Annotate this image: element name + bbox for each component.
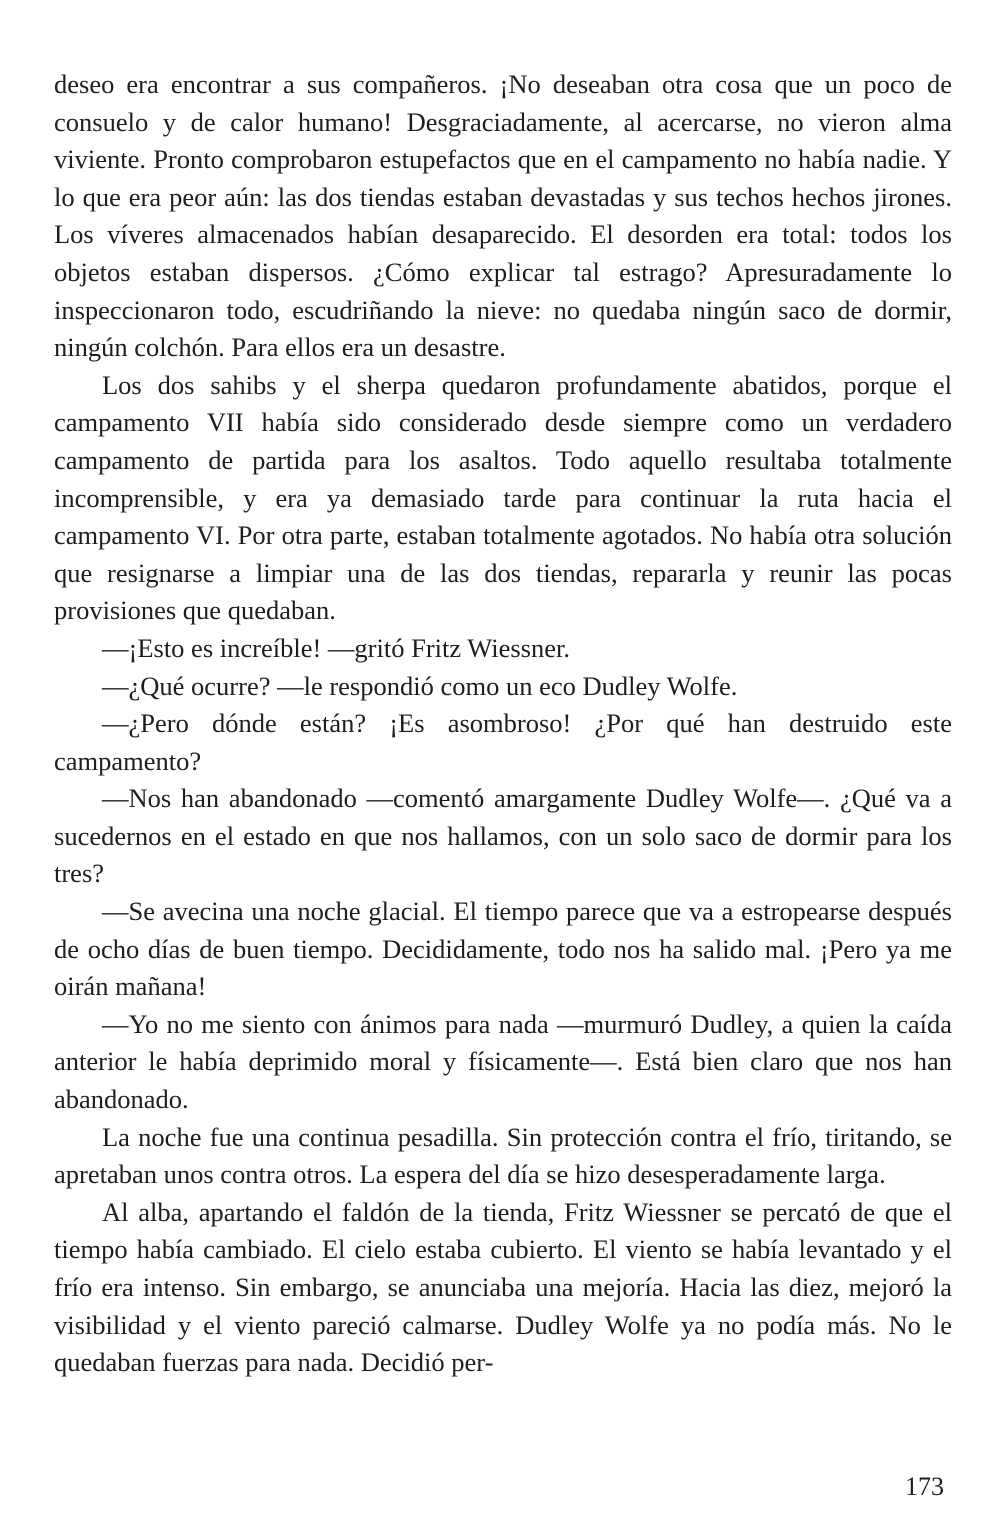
dialogue-1: —¡Esto es increíble! —gritó Fritz Wiessner. xyxy=(102,632,570,663)
dialogue-4: —Nos han abandonado —comentó amargamente Dudley Wolfe—. ¿Qué va a sucedernos en el estado en que nos hallamos, con un solo saco de dormir para los tres? xyxy=(54,783,952,889)
dialogue-2: —¿Qué ocurre? —le respondió como un eco Dudley Wolfe. xyxy=(102,670,738,701)
page-body xyxy=(54,66,952,1382)
paragraph-2: Los dos sahibs y el sherpa quedaron profundamente abatidos, porque el campamento VII había sido considerado desde siempre como un verdadero campamento de partida para los asaltos. Todo aquello resultaba totalmente incomprensible, y era ya demasiado tarde para continuar la ruta hacia el campamento VI. Por otra parte, estaban totalmente agotados. No había otra solución que resignarse a limpiar una de las dos tiendas, repararla y reunir las pocas provisiones que quedaban. xyxy=(54,369,952,626)
dialogue-6: —Yo no me siento con ánimos para nada —murmuró Dudley, a quien la caída anterior le había deprimido moral y físicamente—. Está bien claro que nos han abandonado. xyxy=(54,1008,952,1115)
paragraph-3: La noche fue una continua pesadilla. Sin protección contra el frío, tiritando, se apretaban unos contra otros. La espera del día se hizo desesperadamente larga. xyxy=(54,1121,952,1190)
paragraph-4: Al alba, apartando el faldón de la tienda, Fritz Wiessner se percató de que el tiempo había cambiado. El cielo estaba cubierto. El viento se había levantado y el frío era intenso. Sin embargo, se anunciaba una mejoría. Hacia las diez, mejoró la visibilidad y el viento pareció calmarse. Dudley Wolfe ya no podía más. No le quedaban fuerzas para nada. Decidió per- xyxy=(54,1196,952,1378)
dialogue-5: —Se avecina una noche glacial. El tiempo parece que va a estropearse después de ocho días de buen tiempo. Decididamente, todo nos ha salido mal. ¡Pero ya me oirán mañana! xyxy=(54,896,952,1002)
page-number: 173 xyxy=(905,1472,944,1501)
paragraph-1: deseo era encontrar a sus compañeros. ¡No deseaban otra cosa que un poco de consuelo y de calor humano! Desgraciadamente, al acercarse, no vieron alma viviente. Pronto comprobaron estupefactos que en el campamento no había nadie. Y lo que era peor aún: las dos tiendas estaban devastadas y sus techos hechos jirones. Los víveres almacenados habían desaparecido. El desorden era total: todos los objetos estaban dispersos. ¿Cómo explicar tal estrago? Apresuradamente lo inspeccionaron todo, escudriñando la nieve: no quedaba ningún saco de dormir, ningún colchón. Para ellos era un desastre. xyxy=(54,69,952,363)
dialogue-3: —¿Pero dónde están? ¡Es asombroso! ¿Por qué han destruido este campamento? xyxy=(54,708,952,776)
